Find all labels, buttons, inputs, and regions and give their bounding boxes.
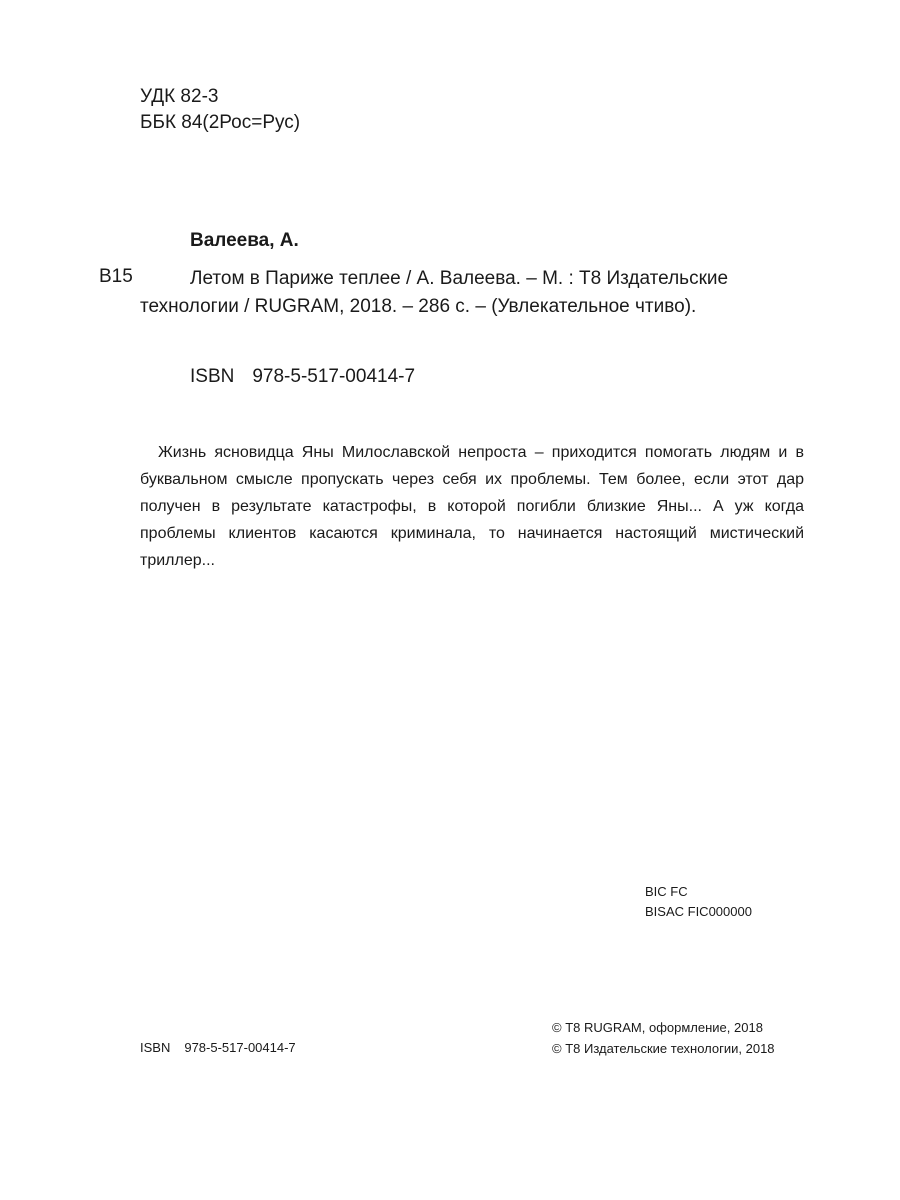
udk-code: УДК 82-3 [140, 86, 219, 107]
author-heading: Валеева, А. [190, 230, 299, 251]
copyright-design: © Т8 RUGRAM, оформление, 2018 [552, 1020, 763, 1035]
isbn-number: 978-5-517-00414-7 [252, 366, 416, 387]
annotation-paragraph: Жизнь ясновидца Яны Милославской непроста – приходится помогать людям и в буквальном смысле пропускать через себя их проблемы. Тем более, если этот дар получен в результате катастрофы, в которой погибли близкие Яны... А уж когда проблемы клиентов касаются криминала, то начинается настоящий мистический триллер... [140, 444, 804, 569]
copyright-publisher: © Т8 Издательские технологии, 2018 [552, 1041, 775, 1056]
subject-codes [645, 882, 752, 922]
footer-isbn [140, 1040, 296, 1055]
footer-isbn-label: ISBN [140, 1040, 171, 1055]
bibliographic-description: Летом в Париже теплее / А. Валеева. – М. : Т8 Издательские технологии / RUGRAM, 2018. – 286 с. – (Увлекательное чтиво). [140, 268, 729, 317]
cutter-code: В15 [99, 266, 133, 287]
isbn-label: ISBN [190, 366, 235, 387]
bbk-code: ББК 84(2Рос=Рус) [140, 112, 301, 133]
footer-isbn-number: 978-5-517-00414-7 [184, 1040, 296, 1055]
bic-code: BIC FC [645, 884, 688, 899]
isbn-line [190, 366, 415, 388]
bisac-code: BISAC FIC000000 [645, 904, 752, 919]
copyright-block [552, 1017, 775, 1059]
classification-block [140, 84, 300, 136]
